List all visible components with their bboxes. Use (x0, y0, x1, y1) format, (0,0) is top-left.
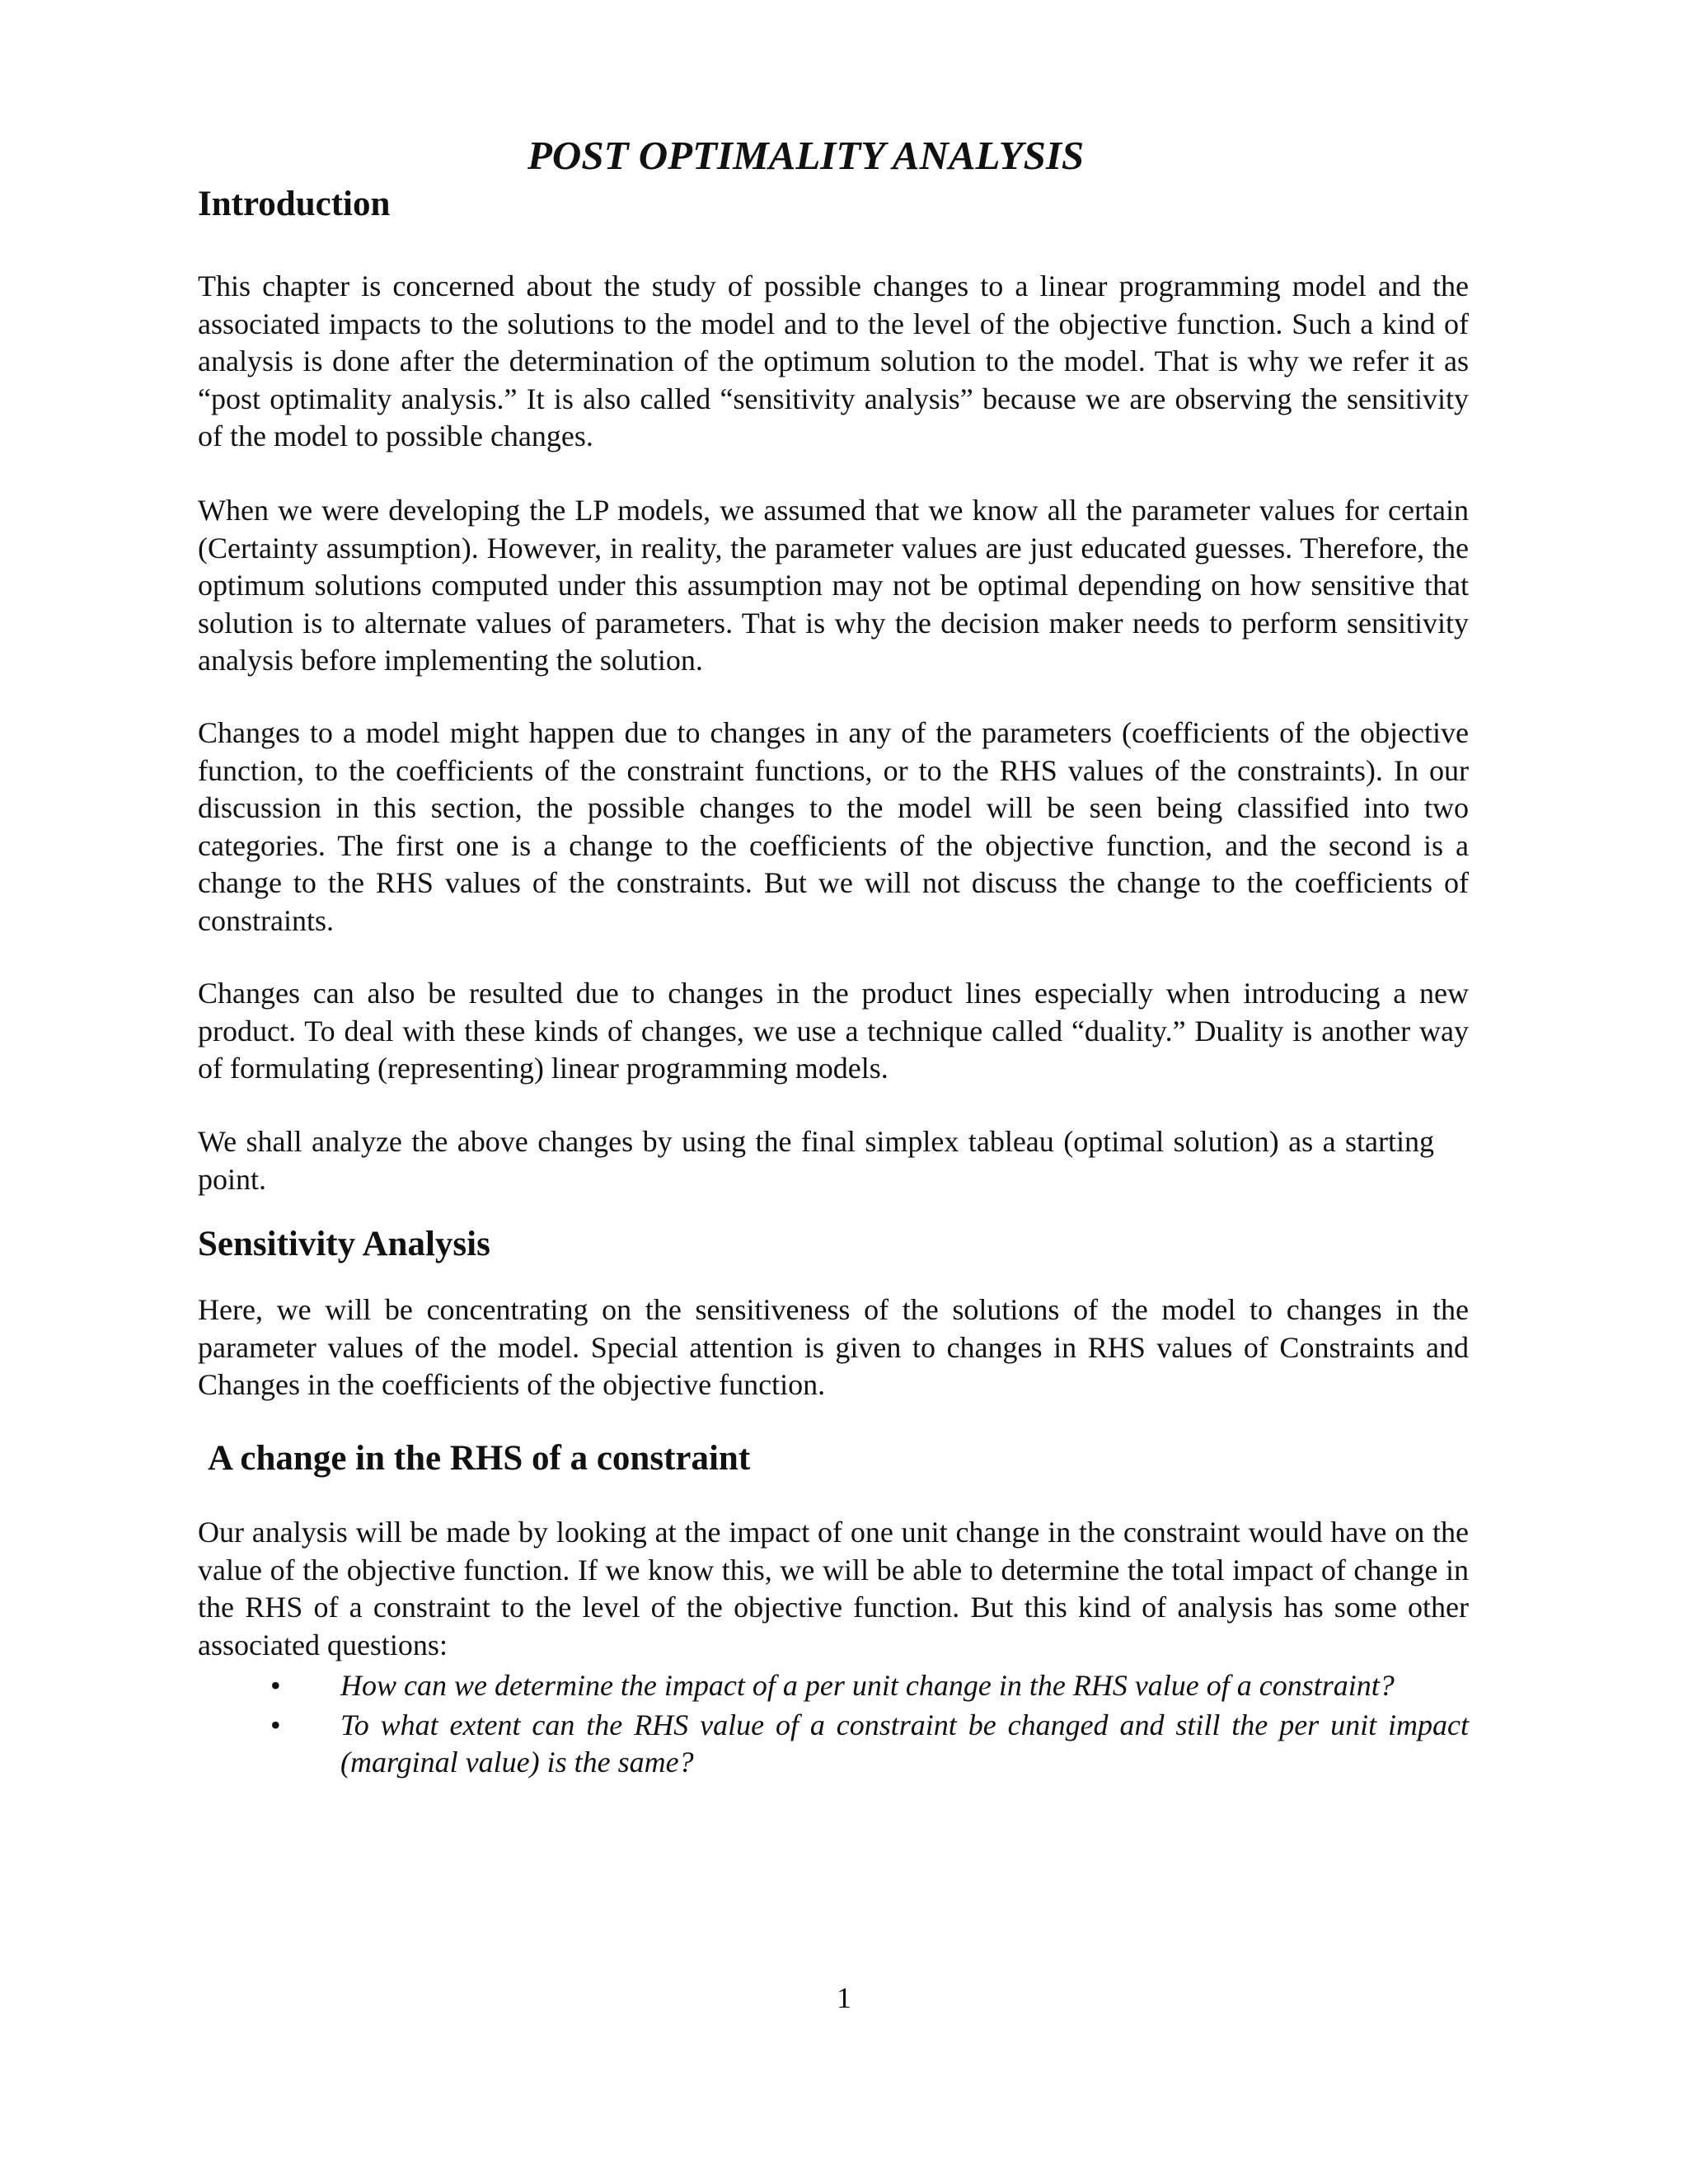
document-title: POST OPTIMALITY ANALYSIS (528, 133, 1085, 178)
section-heading-rhs-change: A change in the RHS of a constraint (208, 1439, 751, 1478)
section-heading-sensitivity-analysis: Sensitivity Analysis (198, 1225, 490, 1263)
question-text: To what extent can the RHS value of a constraint be changed and still the per unit impact (marginal value) is the same? (340, 1708, 1469, 1779)
paragraph: Changes to a model might happen due to changes in any of the parameters (coefficients of the objective function, to the coefficients of the constraint functions, or to the RHS values of the constraints). In our discussion in this section, the possible changes to the model will be seen being classified into two categories. The first one is a change to the coefficients of the objective function, and the second is a change to the RHS values of the constraints. But we will not discuss the change to the coefficients of constraints. (198, 716, 1469, 937)
paragraph: Here, we will be concentrating on the sensitiveness of the solutions of the model to changes in the parameter values of the model. Special attention is given to changes in RHS values of Constraints and Changes in the coefficients of the objective function. (198, 1293, 1469, 1401)
list-item (198, 1707, 1469, 1782)
paragraph: Changes can also be resulted due to changes in the product lines especially when introducing a new product. To deal with these kinds of changes, we use a technique called “duality.” Duality is another way of formulating (representing) linear programming models. (198, 977, 1469, 1085)
paragraph: When we were developing the LP models, we assumed that we know all the parameter values for certain (Certainty assumption). However, in reality, the parameter values are just educated guesses. Therefore, the optimum solutions computed under this assumption may not be optimal depending on how sensitive that solution is to alternate values of parameters. That is why the decision maker needs to perform sensitivity analysis before implementing the solution. (198, 494, 1469, 677)
paragraph: This chapter is concerned about the study of possible changes to a linear programming model and the associated impacts to the solutions to the model and to the level of the objective function. Such a kind of analysis is done after the determination of the optimum solution to the model. That is why we refer it as “post optimality analysis.” It is also called “sensitivity analysis” because we are observing the sensitivity of the model to possible changes. (198, 269, 1469, 452)
paragraph: We shall analyze the above changes by using the final simplex tableau (optimal solution) as a starting point. (198, 1125, 1434, 1196)
list-item (198, 1667, 1469, 1705)
question-text: How can we determine the impact of a per unit change in the RHS value of a constraint? (340, 1669, 1395, 1702)
page-number: 1 (837, 1981, 851, 2014)
question-list (198, 1667, 1469, 1783)
bullet-icon: • (270, 1708, 281, 1741)
paragraph: Our analysis will be made by looking at the impact of one unit change in the constraint would have on the value of the objective function. If we know this, we will be able to determine the total impact of change in the RHS of a constraint to the level of the objective function. But this kind of analysis has some other associated questions: (198, 1516, 1469, 1661)
bullet-icon: • (270, 1669, 281, 1702)
section-heading-introduction: Introduction (198, 185, 391, 223)
